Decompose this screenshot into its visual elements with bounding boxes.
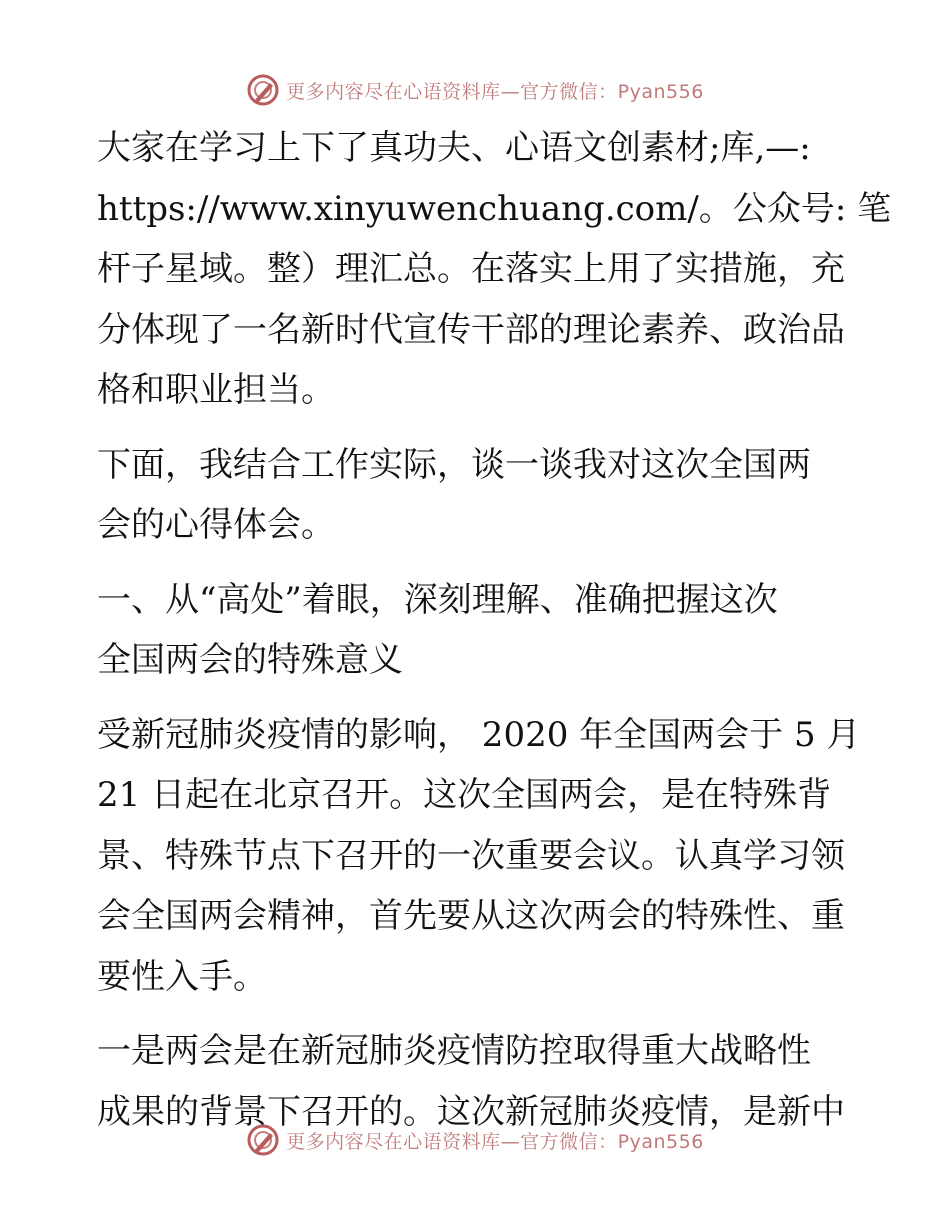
text-line: 分体现了一名新时代宣传干部的理论素养、政治品 — [97, 309, 845, 350]
text-line: 要性入手。 — [97, 956, 267, 997]
text-line: 大家在学习上下了真功夫、心语文创素材;库,—: — [97, 128, 811, 168]
document-body — [97, 118, 892, 1156]
text-line: 一、从“高处”着眼，深刻理解、准确把握这次 — [97, 579, 778, 620]
text-line: 杆子星域。整）理汇总。在落实上用了实措施，充 — [97, 249, 845, 289]
text-line: 景、特殊节点下召开的一次重要会议。认真学习领 — [97, 835, 845, 876]
text-line: 21 日起在北京召开。这次全国两会，是在特殊背 — [97, 775, 832, 815]
text-line: 受新冠肺炎疫情的影响， 2020 年全国两会于 5 月 — [97, 714, 861, 755]
text-line: 成果的背景下召开的。这次新冠肺炎疫情，是新中 — [97, 1091, 845, 1132]
text-line: 会的心得体会。 — [97, 505, 335, 545]
header-watermark — [0, 70, 950, 110]
text-line: 下面，我结合工作实际，谈一谈我对这次全国两 — [97, 444, 811, 485]
pen-logo-icon — [246, 1123, 280, 1157]
paragraph-2 — [97, 435, 857, 556]
watermark-text: 更多内容尽在心语资料库—官方微信：Pyan556 — [286, 1130, 704, 1153]
paragraph-1 — [97, 118, 892, 421]
footer-watermark — [0, 1120, 950, 1160]
watermark-text: 更多内容尽在心语资料库—官方微信：Pyan556 — [286, 80, 704, 103]
section-heading — [97, 570, 857, 691]
text-line: 全国两会的特殊意义 — [97, 640, 403, 680]
pen-logo-icon — [246, 73, 280, 107]
text-line: 会全国两会精神，首先要从这次两会的特殊性、重 — [97, 896, 845, 936]
paragraph-4 — [97, 705, 861, 1008]
text-line: 格和职业担当。 — [97, 370, 335, 410]
text-line: 一是两会是在新冠肺炎疫情防控取得重大战略性 — [97, 1031, 811, 1071]
text-line: https://www.xinyuwenchuang.com/。公众号: 笔 — [97, 188, 892, 229]
